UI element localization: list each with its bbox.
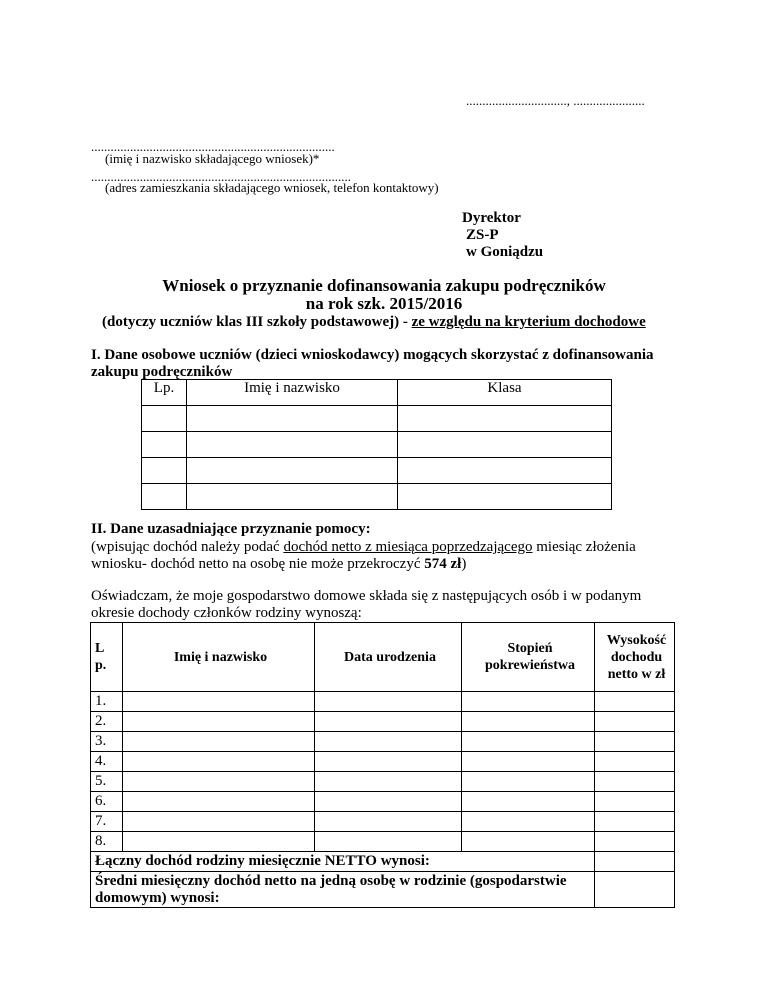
applicant-name-line[interactable]: ...........................................................................: [91, 139, 335, 154]
table-row: [91, 692, 675, 712]
table-cell[interactable]: [142, 484, 187, 510]
table-cell[interactable]: [462, 752, 595, 772]
table-row: [91, 712, 675, 732]
applicant-name-caption: (imię i nazwisko składającego wniosek)*: [105, 151, 320, 166]
table-cell[interactable]: [595, 732, 675, 752]
table-cell[interactable]: [123, 752, 315, 772]
declaration-cont: okresie dochody członków rodziny wynoszą:: [91, 605, 362, 621]
recipient-school: ZS-P: [466, 227, 499, 243]
row-number: 7.: [91, 812, 123, 832]
document-subtitle: (dotyczy uczniów klas III szkoły podstawowej) - ze względu na kryterium dochodowe: [102, 314, 646, 330]
table-cell[interactable]: [142, 432, 187, 458]
applicant-address-caption: (adres zamieszkania składającego wniosek, telefon kontaktowy): [105, 180, 439, 195]
col-lp: [91, 623, 123, 692]
average-income-label-line2: domowym) wynosi:: [95, 889, 220, 906]
total-income-row: [91, 852, 675, 872]
table-row: [91, 732, 675, 752]
col-lp-line1: L: [95, 641, 105, 656]
total-income-label: Łączny dochód rodziny miesięcznie NETTO wynosi:: [91, 852, 595, 872]
table-cell[interactable]: [315, 752, 462, 772]
col-lp: Lp.: [142, 380, 187, 406]
table-row: [91, 832, 675, 852]
row-number: 6.: [91, 792, 123, 812]
table-cell[interactable]: [595, 772, 675, 792]
table-row: [142, 484, 612, 510]
col-class: Klasa: [398, 380, 612, 406]
col-lp-line2: p.: [95, 658, 107, 673]
section2-heading: II. Dane uzasadniające przyznanie pomocy:: [91, 521, 371, 537]
table-cell[interactable]: [595, 832, 675, 852]
table-row: [91, 772, 675, 792]
table-cell[interactable]: [142, 406, 187, 432]
section1-heading: I. Dane osobowe uczniów (dzieci wnioskodawcy) mogących skorzystać z dofinansowania: [91, 347, 654, 363]
table-cell[interactable]: [595, 712, 675, 732]
applicant-address-line[interactable]: ................................................................................: [91, 169, 351, 184]
average-income-label-line1: Średni miesięczny dochód netto na jedną osobę w rodzinie (gospodarstwie: [95, 872, 567, 889]
recipient-city: w Goniądzu: [466, 244, 544, 260]
row-number: 1.: [91, 692, 123, 712]
total-income-value[interactable]: [595, 852, 675, 872]
table-row: [142, 458, 612, 484]
col-relation: [462, 623, 595, 692]
table-cell[interactable]: [315, 792, 462, 812]
row-number: 2.: [91, 712, 123, 732]
table-cell[interactable]: [123, 792, 315, 812]
col-birth-date: Data urodzenia: [315, 623, 462, 692]
table-cell[interactable]: [123, 712, 315, 732]
section1-heading-cont: zakupu podręczników: [91, 364, 233, 380]
row-number: 5.: [91, 772, 123, 792]
table-cell[interactable]: [462, 772, 595, 792]
income-table-header: [91, 623, 675, 692]
table-cell[interactable]: [315, 812, 462, 832]
declaration: Oświadczam, że moje gospodarstwo domowe składa się z następujących osób i w podanym: [91, 588, 642, 604]
students-table-header: [142, 380, 612, 406]
table-cell[interactable]: [123, 772, 315, 792]
section2-note: (wpisując dochód należy podać dochód netto z miesiąca poprzedzającego miesiąc złożenia: [91, 539, 636, 555]
table-cell[interactable]: [595, 812, 675, 832]
average-income-label: [91, 872, 595, 908]
table-cell[interactable]: [462, 832, 595, 852]
table-cell[interactable]: [123, 692, 315, 712]
col-income-line1: Wysokość: [606, 632, 667, 648]
col-income-line2: dochodu: [610, 649, 663, 665]
table-cell[interactable]: [142, 458, 187, 484]
table-cell[interactable]: [315, 692, 462, 712]
table-cell[interactable]: [123, 732, 315, 752]
average-income-value[interactable]: [595, 872, 675, 908]
table-cell[interactable]: [398, 458, 612, 484]
table-cell[interactable]: [187, 406, 398, 432]
col-name: Imię i nazwisko: [187, 380, 398, 406]
col-name: Imię i nazwisko: [123, 623, 315, 692]
table-cell[interactable]: [462, 712, 595, 732]
table-cell[interactable]: [315, 772, 462, 792]
table-cell[interactable]: [123, 812, 315, 832]
average-income-row: [91, 872, 675, 908]
table-row: [91, 792, 675, 812]
table-cell[interactable]: [187, 484, 398, 510]
table-cell[interactable]: [123, 832, 315, 852]
table-cell[interactable]: [398, 432, 612, 458]
recipient-title: Dyrektor: [462, 210, 521, 226]
row-number: 8.: [91, 832, 123, 852]
table-cell[interactable]: [595, 792, 675, 812]
table-cell[interactable]: [398, 484, 612, 510]
table-cell[interactable]: [187, 432, 398, 458]
col-relation-line1: Stopień: [507, 641, 553, 656]
table-cell[interactable]: [315, 712, 462, 732]
document-title: Wniosek o przyznanie dofinansowania zakupu podręczników: [162, 276, 606, 295]
table-cell[interactable]: [315, 732, 462, 752]
table-cell[interactable]: [595, 692, 675, 712]
table-cell[interactable]: [315, 832, 462, 852]
document-title-year: na rok szk. 2015/2016: [305, 294, 463, 313]
col-relation-line2: pokrewieństwa: [485, 658, 575, 673]
table-cell[interactable]: [462, 732, 595, 752]
income-table: [90, 622, 675, 908]
table-row: [91, 812, 675, 832]
section2-note-cont: wniosku- dochód netto na osobę nie może przekroczyć 574 zł): [91, 556, 467, 572]
table-cell[interactable]: [595, 752, 675, 772]
table-cell[interactable]: [398, 406, 612, 432]
table-cell[interactable]: [462, 692, 595, 712]
col-income-line3: netto w zł: [607, 666, 666, 682]
table-cell[interactable]: [462, 792, 595, 812]
col-income: [595, 623, 675, 692]
row-number: 3.: [91, 732, 123, 752]
table-row: [142, 406, 612, 432]
row-number: 4.: [91, 752, 123, 772]
students-table: [141, 379, 612, 510]
table-cell[interactable]: [462, 812, 595, 832]
table-row: [91, 752, 675, 772]
table-row: [142, 432, 612, 458]
table-cell[interactable]: [187, 458, 398, 484]
place-date-line[interactable]: ..............................., ......................: [466, 93, 645, 108]
